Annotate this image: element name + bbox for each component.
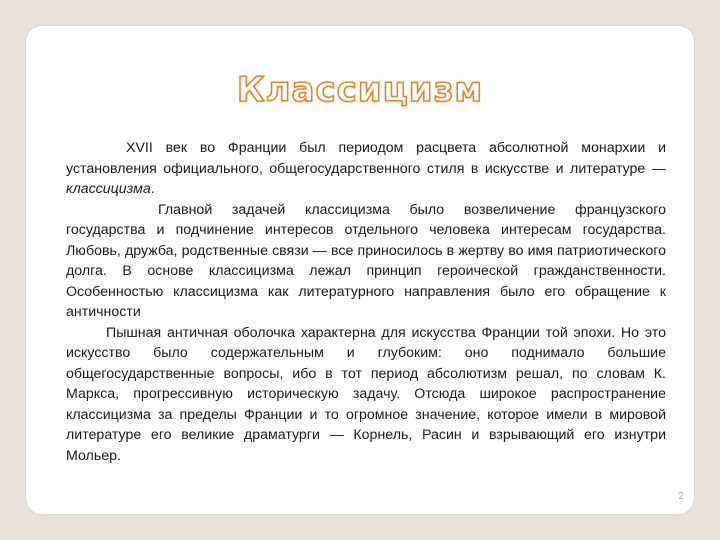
paragraph-1-end: . <box>150 181 155 197</box>
paragraph-2: Главной задачей классицизма было возвеличение французского государства и подчинение интересов отдельного человека интересам государства. Любовь, дружба, родственные связи — все приносилось в жертву во имя патриотического долга. В основе классицизма лежал принцип героической гражданственности. Особенностью классицизма как литературного направления было его обращение к античности <box>66 201 666 320</box>
paragraph-1-text: XVII век во Франции был периодом расцвета абсолютной монархии и установления официального, общегосударственного стиля в искусстве и литературе — <box>66 140 666 177</box>
paragraph-3: Пышная античная оболочка характерна для искусства Франции той эпохи. Но это искусство было содержательным и глубоким: оно поднимало большие общегосударственные вопросы, ибо в тот период абсолютизм решал, по словам К. Маркса, прогрессивную историческую задачу. Отсюда широкое распространение классицизма за пределы Франции и то огромное значение, которое имели в мировой литературе его великие драматурги — Корнель, Расин и взрывающий его изнутри Мольер. <box>66 324 666 464</box>
slide-card <box>26 26 694 514</box>
slide-title: Классицизм <box>236 70 484 110</box>
slide-body <box>66 138 666 466</box>
page-number: 2 <box>678 491 684 502</box>
paragraph-1-italic: классицизма <box>66 181 151 197</box>
paragraph-1 <box>66 138 666 200</box>
